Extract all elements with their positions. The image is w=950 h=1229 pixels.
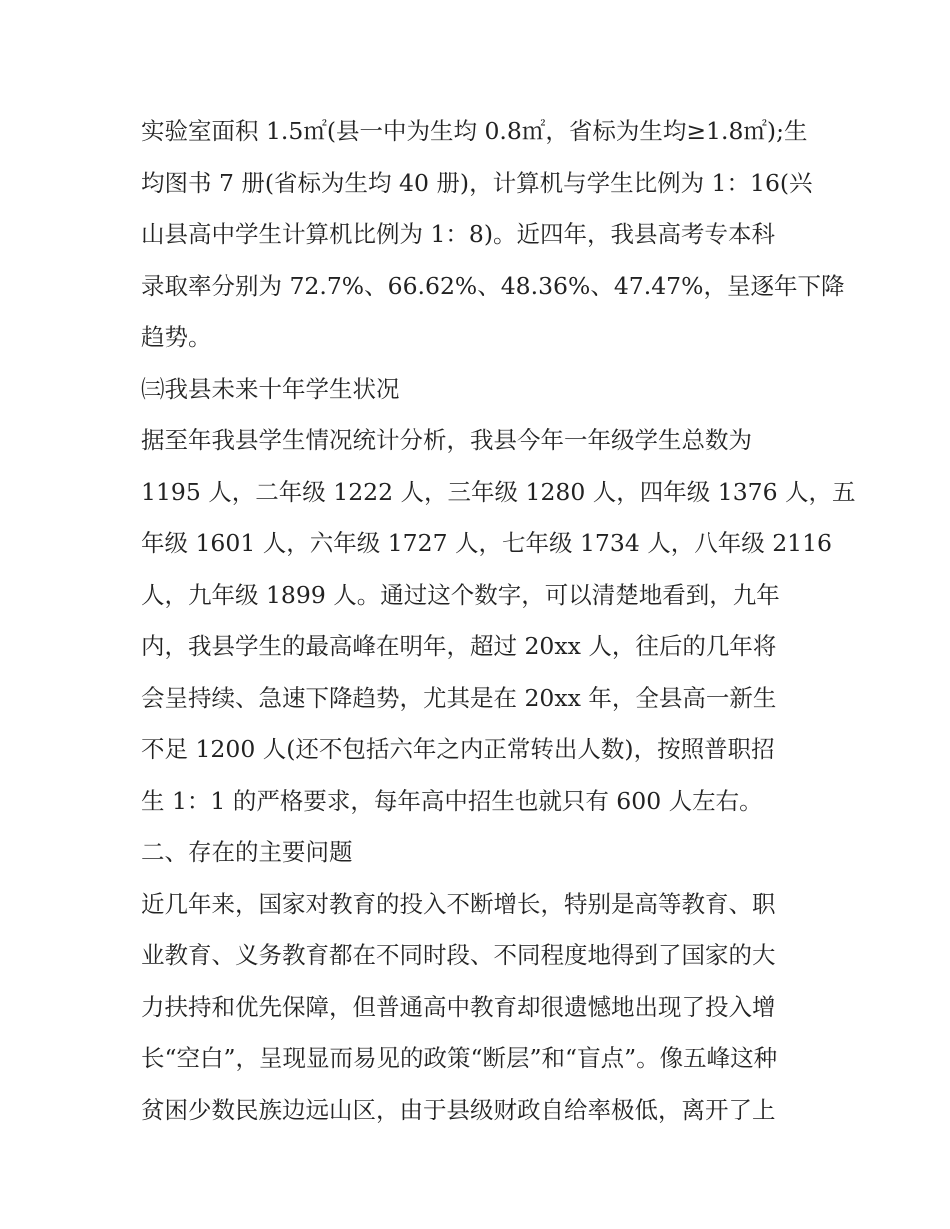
text-line: 1195 人，二年级 1222 人，三年级 1280 人，四年级 1376 人，五 [141, 477, 856, 506]
text-line: 业教育、义务教育都在不同时段、不同程度地得到了国家的大 [141, 941, 776, 969]
section-heading: 二、存在的主要问题 [141, 838, 353, 866]
document-body [141, 106, 856, 1136]
text-line: 长“空白”，呈现显而易见的政策“断层”和“盲点”。像五峰这种 [141, 1044, 778, 1072]
text-line: 山县高中学生计算机比例为 1：8)。近四年，我县高考专本科 [141, 220, 776, 248]
text-line: 均图书 7 册(省标为生均 40 册)，计算机与学生比例为 1：16(兴 [141, 168, 813, 197]
text-line: 内，我县学生的最高峰在明年，超过 20xx 人，往后的几年将 [141, 632, 777, 660]
text-line: 实验室面积 1.5㎡(县一中为生均 0.8㎡，省标为生均≥1.8㎡);生 [141, 117, 808, 145]
section-heading: ㈢我县未来十年学生状况 [141, 374, 400, 403]
text-line: 近几年来，国家对教育的投入不断增长，特别是高等教育、职 [141, 889, 776, 918]
text-line: 年级 1601 人，六年级 1727 人，七年级 1734 人，八年级 2116 [141, 529, 833, 557]
text-line: 力扶持和优先保障，但普通高中教育却很遗憾地出现了投入增 [141, 992, 776, 1021]
text-line: 趋势。 [141, 323, 212, 351]
text-line: 人，九年级 1899 人。通过这个数字，可以清楚地看到，九年 [141, 580, 780, 609]
text-line: 会呈持续、急速下降趋势，尤其是在 20xx 年，全县高一新生 [141, 683, 777, 712]
text-line: 贫困少数民族边远山区，由于县级财政自给率极低，离开了上 [141, 1095, 776, 1124]
text-line: 据至年我县学生情况统计分析，我县今年一年级学生总数为 [141, 426, 752, 454]
text-line: 录取率分别为 72.7%、66.62%、48.36%、47.47%，呈逐年下降 [141, 271, 845, 300]
text-line: 不足 1200 人(还不包括六年之内正常转出人数)，按照普职招 [141, 735, 775, 763]
text-line: 生 1：1 的严格要求，每年高中招生也就只有 600 人左右。 [141, 786, 763, 815]
